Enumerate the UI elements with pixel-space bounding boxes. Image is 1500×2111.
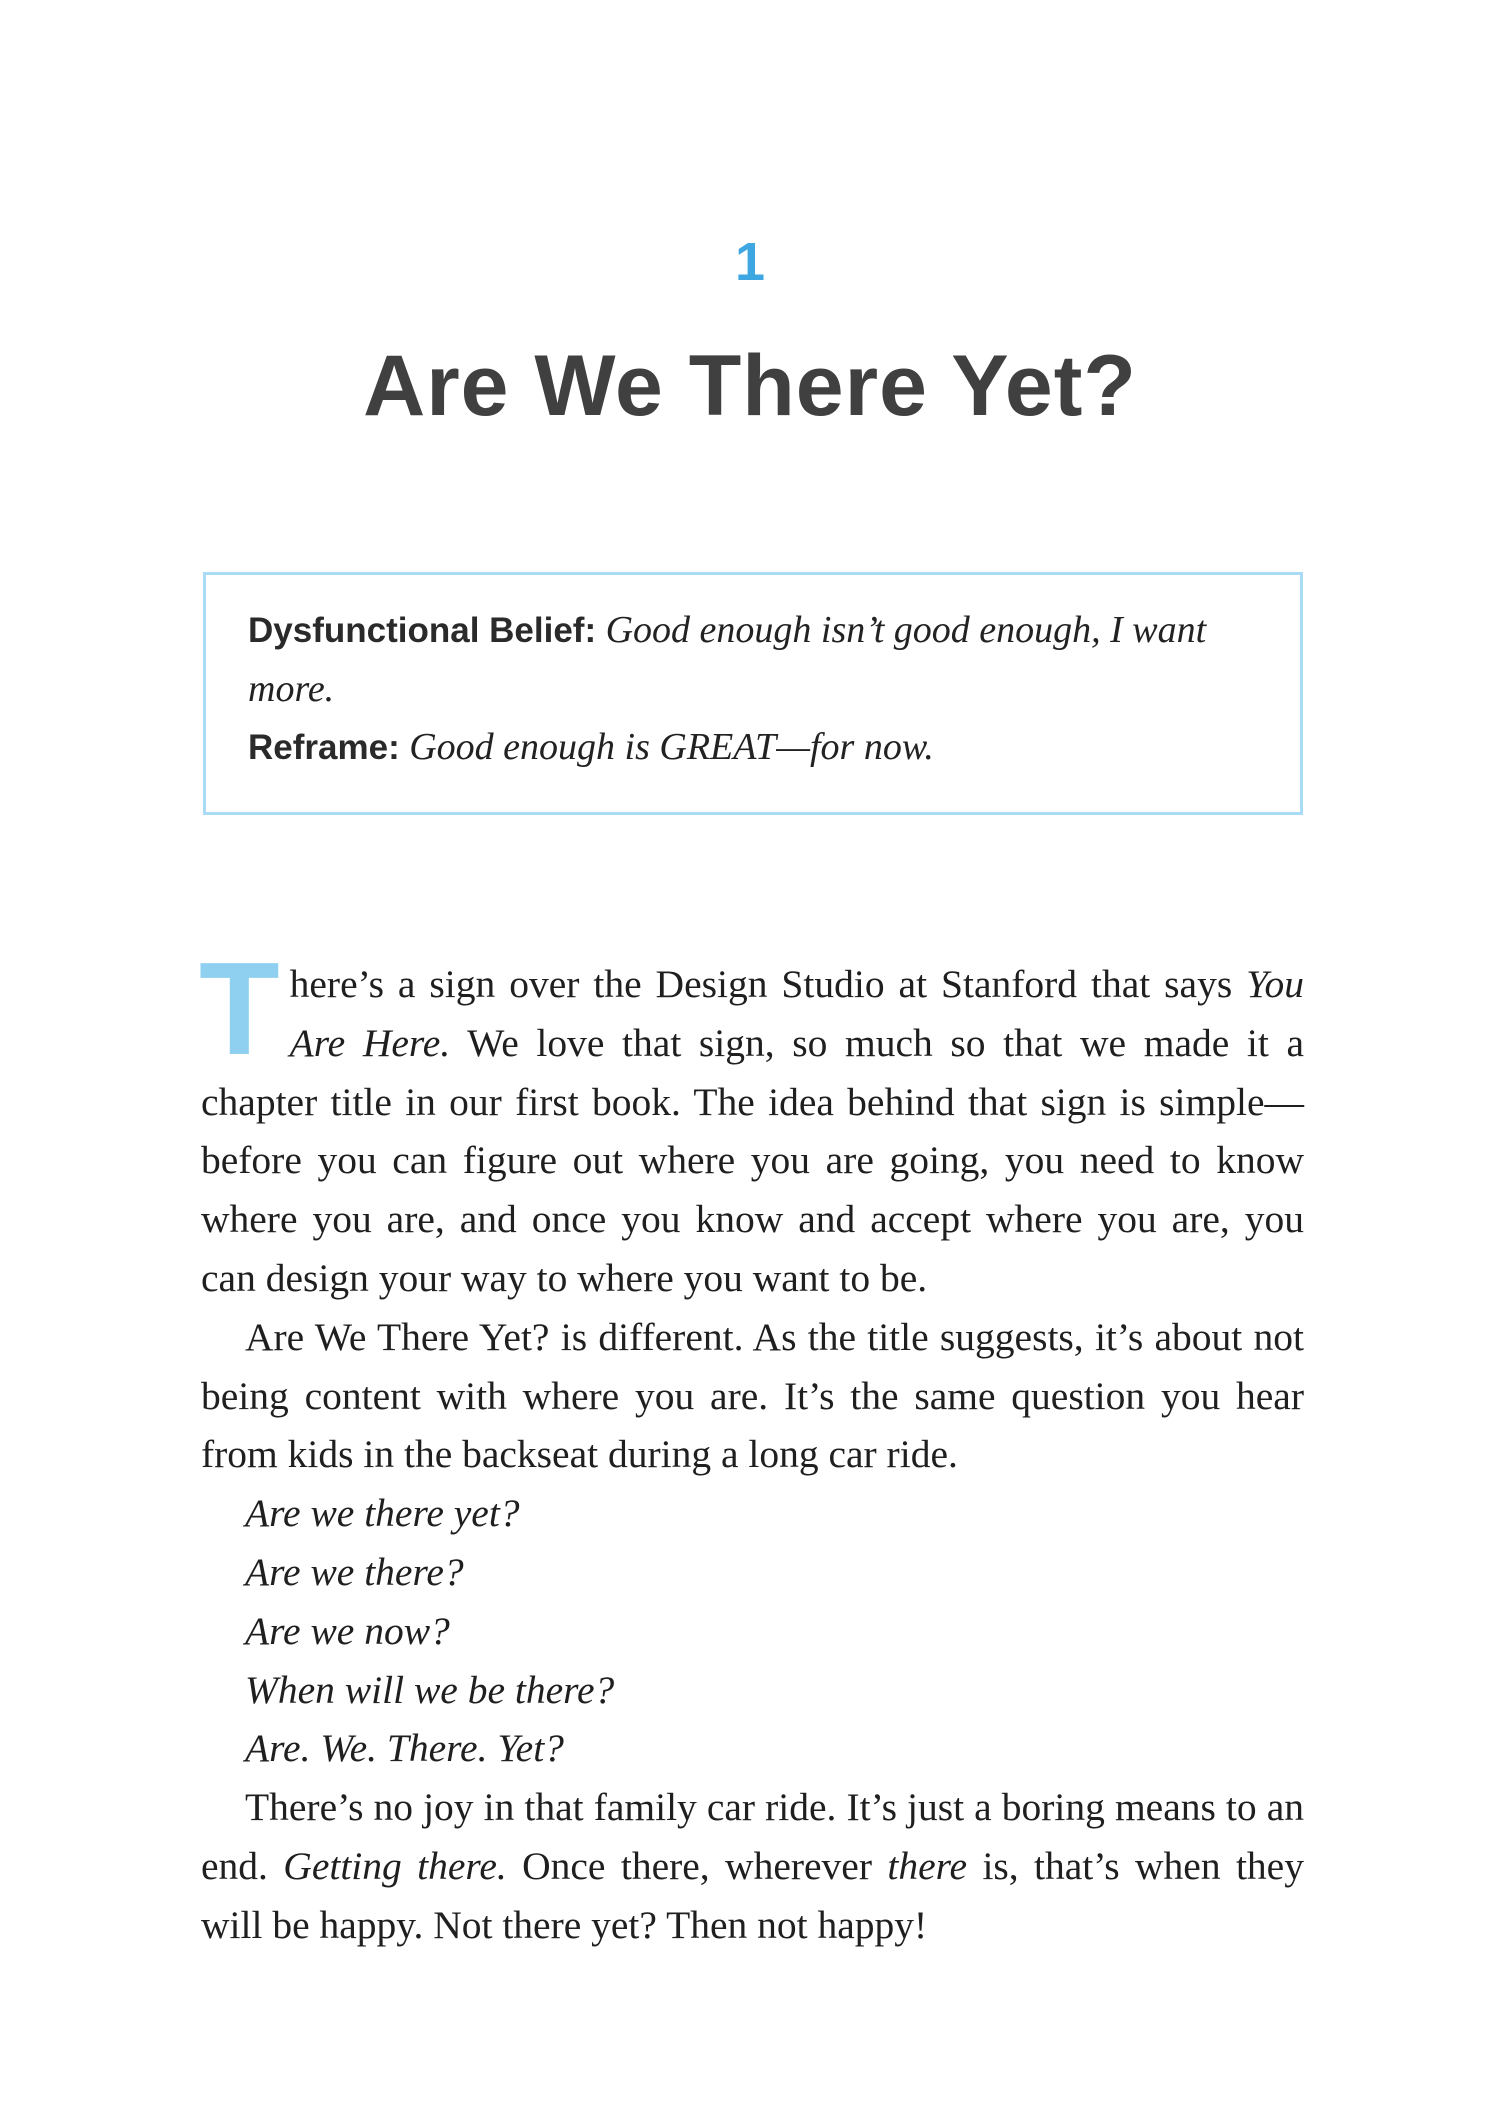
reframe <box>248 718 1264 777</box>
intro-text-2: We love that sign, so much so that we made it a chapter title in our first book. The idea behind that sign is simple—before you can figure out where you are going, you need to know where you are, and once you know and accept where you are, you can design your way to where you want to be. <box>201 1020 1305 1300</box>
intro-text-italic: You Are Here. <box>289 962 1304 1065</box>
no-joy-text-2: Once there, wherever <box>506 1843 888 1888</box>
dysfunctional-belief-text: Good enough isn’t good enough, I want more. <box>248 609 1207 710</box>
no-joy-text-3: is, that’s when they will be happy. Not there yet? Then not happy! <box>201 1843 1304 1947</box>
intro-text-1: here’s a sign over the Design Studio at Stanford that says <box>289 962 1247 1006</box>
question-line: Are. We. There. Yet? <box>245 1726 564 1771</box>
paragraph-intro <box>199 935 1305 1308</box>
chapter-body <box>199 935 1305 1955</box>
drop-cap: T <box>199 935 280 1082</box>
chapter-number: 1 <box>734 232 766 292</box>
no-joy-italic-1: Getting there. <box>283 1843 507 1888</box>
question-line: Are we there? <box>245 1549 464 1594</box>
belief-callout-box <box>203 572 1303 815</box>
paragraph-are-we-there: Are We There Yet? is different. As the title suggests, it’s about not being content with where you are. It’s the same question you hear from kids in the backseat during a long car ride. <box>201 1314 1304 1477</box>
no-joy-text-1: There’s no joy in that family car ride. It’s just a boring means to an end. <box>201 1785 1304 1888</box>
question-line: When will we be there? <box>245 1667 615 1712</box>
dysfunctional-belief <box>248 601 1264 718</box>
reframe-label: Reframe: <box>248 728 400 767</box>
dysfunctional-belief-label: Dysfunctional Belief: <box>248 611 597 650</box>
paragraph-no-joy <box>201 1778 1304 1954</box>
reframe-text: Good enough is GREAT—for now. <box>409 726 934 768</box>
question-line: Are we there yet? <box>245 1491 520 1536</box>
chapter-title: Are We There Yet? <box>363 338 1137 434</box>
no-joy-italic-2: there <box>887 1843 968 1888</box>
question-line: Are we now? <box>245 1608 450 1653</box>
